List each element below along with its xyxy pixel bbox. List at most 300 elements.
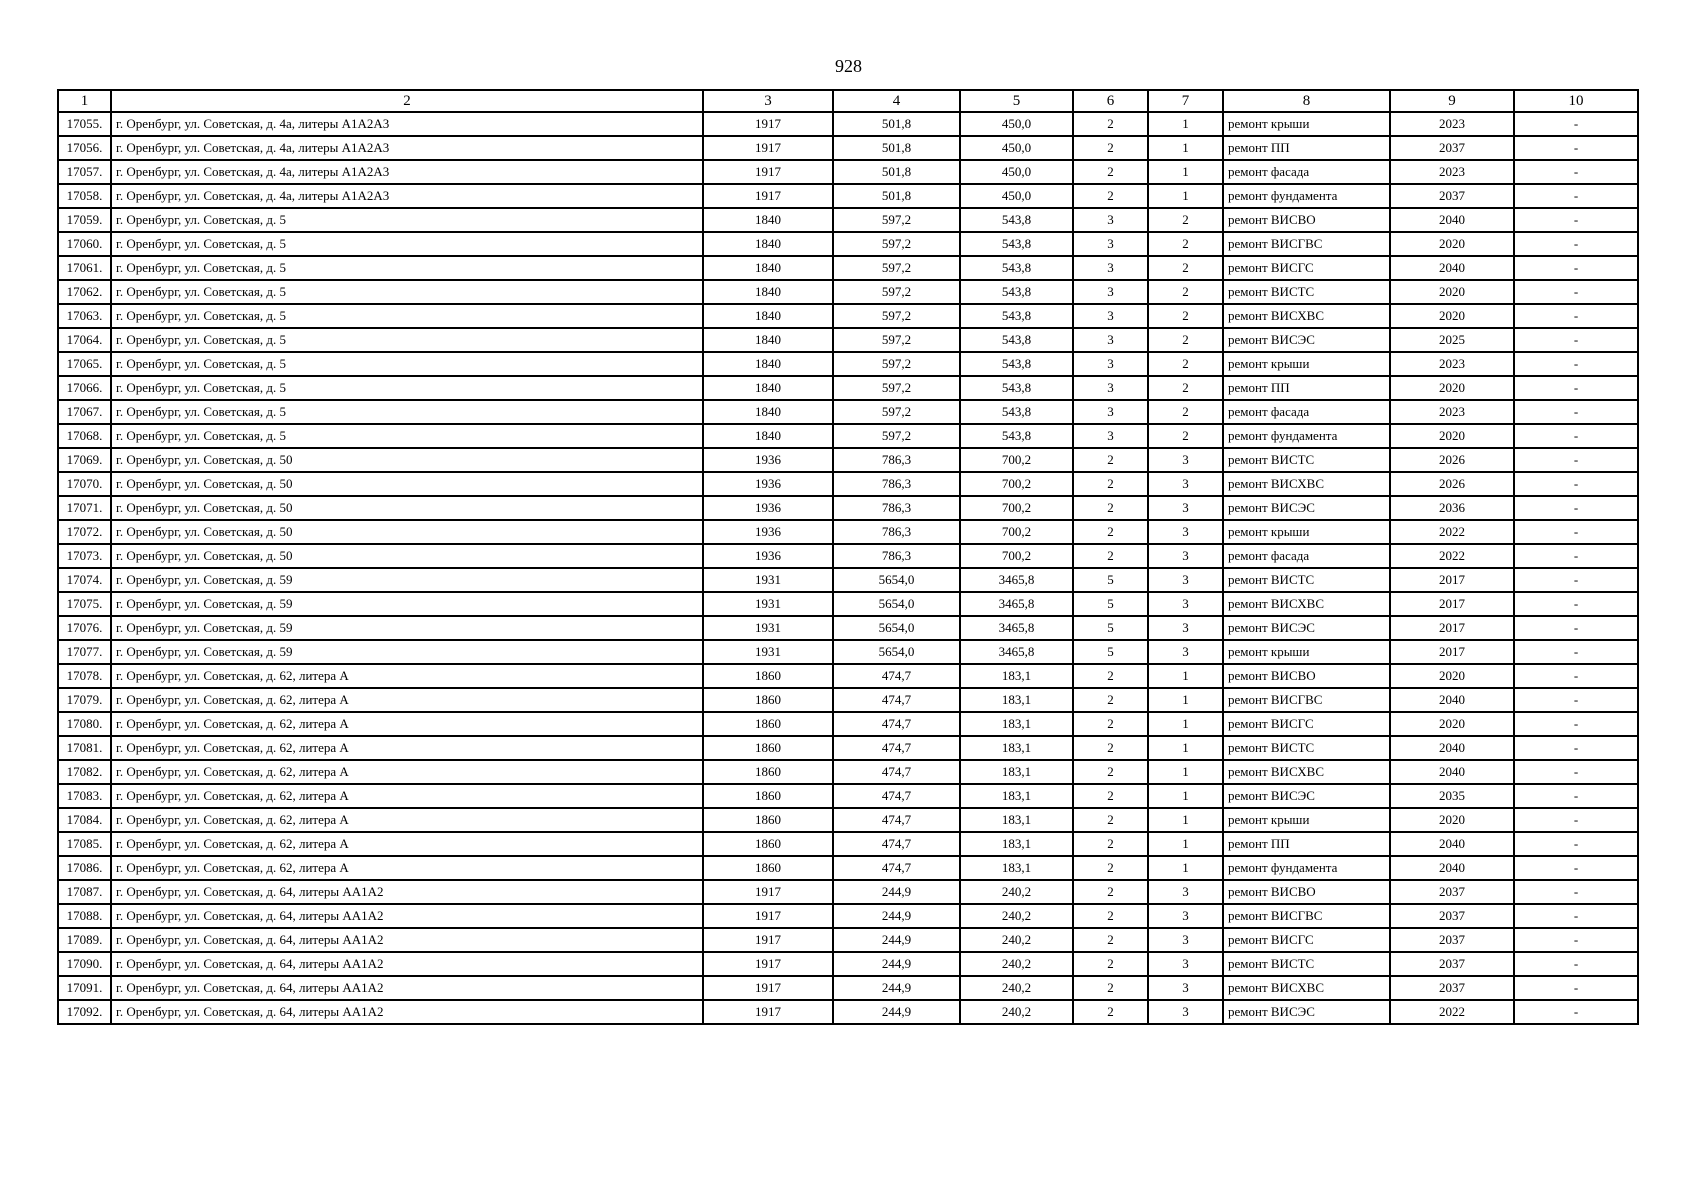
cell-planned-year: 2023 (1390, 400, 1514, 424)
column-header-3: 3 (703, 90, 833, 112)
cell-note: - (1514, 904, 1638, 928)
cell-work-type: ремонт ВИСВО (1223, 880, 1390, 904)
cell-year-built: 1917 (703, 136, 833, 160)
cell-total-area: 597,2 (833, 328, 960, 352)
cell-note: - (1514, 760, 1638, 784)
cell-work-type: ремонт фасада (1223, 160, 1390, 184)
cell-entrances: 2 (1148, 376, 1223, 400)
cell-total-area: 597,2 (833, 304, 960, 328)
cell-note: - (1514, 640, 1638, 664)
table-row (58, 616, 1638, 640)
cell-row-number: 17076. (58, 616, 111, 640)
cell-year-built: 1860 (703, 664, 833, 688)
table-row (58, 1000, 1638, 1024)
cell-address: г. Оренбург, ул. Советская, д. 62, литера А (111, 784, 703, 808)
cell-row-number: 17064. (58, 328, 111, 352)
cell-living-area: 183,1 (960, 712, 1073, 736)
table-row (58, 232, 1638, 256)
cell-year-built: 1840 (703, 256, 833, 280)
cell-floors: 3 (1073, 400, 1148, 424)
cell-address: г. Оренбург, ул. Советская, д. 5 (111, 400, 703, 424)
cell-year-built: 1936 (703, 472, 833, 496)
cell-work-type: ремонт крыши (1223, 520, 1390, 544)
cell-year-built: 1931 (703, 616, 833, 640)
cell-note: - (1514, 160, 1638, 184)
cell-floors: 3 (1073, 208, 1148, 232)
cell-planned-year: 2017 (1390, 616, 1514, 640)
cell-address: г. Оренбург, ул. Советская, д. 62, литера А (111, 832, 703, 856)
cell-planned-year: 2025 (1390, 328, 1514, 352)
cell-year-built: 1840 (703, 376, 833, 400)
cell-total-area: 5654,0 (833, 592, 960, 616)
cell-address: г. Оренбург, ул. Советская, д. 64, литеры АА1А2 (111, 1000, 703, 1024)
column-header-7: 7 (1148, 90, 1223, 112)
cell-year-built: 1936 (703, 520, 833, 544)
cell-living-area: 543,8 (960, 304, 1073, 328)
cell-row-number: 17078. (58, 664, 111, 688)
column-header-2: 2 (111, 90, 703, 112)
cell-address: г. Оренбург, ул. Советская, д. 5 (111, 352, 703, 376)
cell-row-number: 17090. (58, 952, 111, 976)
cell-entrances: 2 (1148, 304, 1223, 328)
cell-work-type: ремонт ВИСГВС (1223, 688, 1390, 712)
cell-address: г. Оренбург, ул. Советская, д. 4а, литеры А1А2А3 (111, 184, 703, 208)
cell-living-area: 543,8 (960, 400, 1073, 424)
cell-address: г. Оренбург, ул. Советская, д. 64, литеры АА1А2 (111, 952, 703, 976)
cell-floors: 5 (1073, 616, 1148, 640)
table-row (58, 328, 1638, 352)
cell-work-type: ремонт ВИСГС (1223, 256, 1390, 280)
cell-row-number: 17085. (58, 832, 111, 856)
table-row (58, 808, 1638, 832)
cell-row-number: 17071. (58, 496, 111, 520)
cell-planned-year: 2017 (1390, 568, 1514, 592)
cell-planned-year: 2040 (1390, 856, 1514, 880)
cell-year-built: 1840 (703, 400, 833, 424)
cell-entrances: 1 (1148, 808, 1223, 832)
cell-note: - (1514, 256, 1638, 280)
cell-floors: 5 (1073, 640, 1148, 664)
cell-floors: 3 (1073, 256, 1148, 280)
cell-address: г. Оренбург, ул. Советская, д. 5 (111, 304, 703, 328)
cell-entrances: 2 (1148, 352, 1223, 376)
cell-total-area: 244,9 (833, 976, 960, 1000)
cell-note: - (1514, 856, 1638, 880)
cell-floors: 3 (1073, 328, 1148, 352)
cell-floors: 2 (1073, 472, 1148, 496)
cell-entrances: 3 (1148, 1000, 1223, 1024)
cell-year-built: 1917 (703, 160, 833, 184)
cell-note: - (1514, 712, 1638, 736)
cell-living-area: 543,8 (960, 376, 1073, 400)
cell-planned-year: 2040 (1390, 208, 1514, 232)
cell-address: г. Оренбург, ул. Советская, д. 5 (111, 280, 703, 304)
cell-note: - (1514, 352, 1638, 376)
table-row (58, 184, 1638, 208)
cell-living-area: 543,8 (960, 280, 1073, 304)
cell-address: г. Оренбург, ул. Советская, д. 62, литера А (111, 688, 703, 712)
cell-total-area: 597,2 (833, 352, 960, 376)
cell-address: г. Оренбург, ул. Советская, д. 50 (111, 472, 703, 496)
cell-living-area: 450,0 (960, 136, 1073, 160)
cell-row-number: 17089. (58, 928, 111, 952)
cell-address: г. Оренбург, ул. Советская, д. 64, литеры АА1А2 (111, 904, 703, 928)
cell-address: г. Оренбург, ул. Советская, д. 62, литера А (111, 736, 703, 760)
cell-work-type: ремонт крыши (1223, 640, 1390, 664)
cell-entrances: 1 (1148, 112, 1223, 136)
cell-floors: 3 (1073, 232, 1148, 256)
cell-planned-year: 2017 (1390, 592, 1514, 616)
table-row (58, 640, 1638, 664)
cell-entrances: 1 (1148, 136, 1223, 160)
table-row (58, 280, 1638, 304)
cell-total-area: 5654,0 (833, 640, 960, 664)
cell-address: г. Оренбург, ул. Советская, д. 5 (111, 376, 703, 400)
cell-year-built: 1917 (703, 904, 833, 928)
cell-address: г. Оренбург, ул. Советская, д. 62, литера А (111, 712, 703, 736)
cell-entrances: 3 (1148, 592, 1223, 616)
table-row (58, 544, 1638, 568)
cell-entrances: 3 (1148, 544, 1223, 568)
cell-floors: 2 (1073, 880, 1148, 904)
cell-total-area: 597,2 (833, 280, 960, 304)
cell-total-area: 786,3 (833, 496, 960, 520)
table-row (58, 736, 1638, 760)
cell-entrances: 3 (1148, 880, 1223, 904)
column-header-10: 10 (1514, 90, 1638, 112)
cell-planned-year: 2020 (1390, 376, 1514, 400)
cell-planned-year: 2020 (1390, 424, 1514, 448)
cell-planned-year: 2022 (1390, 1000, 1514, 1024)
cell-work-type: ремонт ВИСХВС (1223, 592, 1390, 616)
table-row (58, 952, 1638, 976)
cell-living-area: 183,1 (960, 832, 1073, 856)
cell-planned-year: 2026 (1390, 472, 1514, 496)
cell-row-number: 17072. (58, 520, 111, 544)
cell-address: г. Оренбург, ул. Советская, д. 5 (111, 328, 703, 352)
cell-entrances: 1 (1148, 688, 1223, 712)
table-row (58, 592, 1638, 616)
cell-entrances: 2 (1148, 328, 1223, 352)
cell-year-built: 1860 (703, 688, 833, 712)
cell-note: - (1514, 208, 1638, 232)
table-row (58, 136, 1638, 160)
cell-floors: 2 (1073, 664, 1148, 688)
table-row (58, 424, 1638, 448)
cell-total-area: 597,2 (833, 208, 960, 232)
cell-row-number: 17065. (58, 352, 111, 376)
cell-planned-year: 2020 (1390, 664, 1514, 688)
cell-address: г. Оренбург, ул. Советская, д. 5 (111, 232, 703, 256)
cell-total-area: 597,2 (833, 424, 960, 448)
cell-total-area: 597,2 (833, 400, 960, 424)
cell-work-type: ремонт ВИСХВС (1223, 976, 1390, 1000)
cell-living-area: 240,2 (960, 952, 1073, 976)
cell-entrances: 3 (1148, 448, 1223, 472)
cell-year-built: 1917 (703, 976, 833, 1000)
cell-total-area: 597,2 (833, 232, 960, 256)
cell-floors: 3 (1073, 280, 1148, 304)
cell-address: г. Оренбург, ул. Советская, д. 50 (111, 544, 703, 568)
cell-work-type: ремонт ВИСГС (1223, 928, 1390, 952)
cell-living-area: 183,1 (960, 688, 1073, 712)
cell-living-area: 700,2 (960, 496, 1073, 520)
cell-note: - (1514, 472, 1638, 496)
cell-floors: 2 (1073, 688, 1148, 712)
table-row (58, 520, 1638, 544)
cell-note: - (1514, 832, 1638, 856)
cell-work-type: ремонт ВИСТС (1223, 568, 1390, 592)
table-row (58, 568, 1638, 592)
cell-total-area: 474,7 (833, 664, 960, 688)
cell-row-number: 17088. (58, 904, 111, 928)
cell-work-type: ремонт ВИСЭС (1223, 616, 1390, 640)
cell-living-area: 240,2 (960, 904, 1073, 928)
table-row (58, 304, 1638, 328)
cell-year-built: 1860 (703, 784, 833, 808)
cell-year-built: 1936 (703, 544, 833, 568)
cell-note: - (1514, 568, 1638, 592)
cell-total-area: 501,8 (833, 160, 960, 184)
cell-address: г. Оренбург, ул. Советская, д. 5 (111, 424, 703, 448)
table-row (58, 688, 1638, 712)
cell-living-area: 450,0 (960, 160, 1073, 184)
cell-note: - (1514, 448, 1638, 472)
cell-year-built: 1931 (703, 568, 833, 592)
cell-address: г. Оренбург, ул. Советская, д. 59 (111, 592, 703, 616)
cell-entrances: 1 (1148, 832, 1223, 856)
cell-row-number: 17092. (58, 1000, 111, 1024)
cell-living-area: 3465,8 (960, 568, 1073, 592)
cell-year-built: 1917 (703, 1000, 833, 1024)
cell-planned-year: 2017 (1390, 640, 1514, 664)
cell-total-area: 244,9 (833, 904, 960, 928)
cell-year-built: 1840 (703, 424, 833, 448)
cell-work-type: ремонт ВИСТС (1223, 736, 1390, 760)
cell-row-number: 17068. (58, 424, 111, 448)
cell-planned-year: 2037 (1390, 952, 1514, 976)
cell-living-area: 543,8 (960, 328, 1073, 352)
cell-entrances: 2 (1148, 232, 1223, 256)
cell-work-type: ремонт крыши (1223, 352, 1390, 376)
cell-living-area: 183,1 (960, 736, 1073, 760)
cell-entrances: 2 (1148, 424, 1223, 448)
cell-total-area: 474,7 (833, 856, 960, 880)
cell-work-type: ремонт ВИСЭС (1223, 1000, 1390, 1024)
cell-floors: 3 (1073, 352, 1148, 376)
cell-note: - (1514, 184, 1638, 208)
cell-row-number: 17059. (58, 208, 111, 232)
cell-row-number: 17082. (58, 760, 111, 784)
cell-floors: 2 (1073, 184, 1148, 208)
table-header (58, 90, 1638, 112)
cell-total-area: 5654,0 (833, 616, 960, 640)
cell-work-type: ремонт ВИСЭС (1223, 496, 1390, 520)
cell-planned-year: 2023 (1390, 352, 1514, 376)
cell-note: - (1514, 784, 1638, 808)
cell-floors: 2 (1073, 760, 1148, 784)
cell-year-built: 1931 (703, 592, 833, 616)
cell-entrances: 3 (1148, 616, 1223, 640)
cell-work-type: ремонт фасада (1223, 400, 1390, 424)
cell-entrances: 1 (1148, 160, 1223, 184)
column-header-4: 4 (833, 90, 960, 112)
cell-total-area: 786,3 (833, 472, 960, 496)
cell-note: - (1514, 232, 1638, 256)
cell-floors: 2 (1073, 784, 1148, 808)
cell-note: - (1514, 736, 1638, 760)
cell-year-built: 1860 (703, 736, 833, 760)
cell-floors: 3 (1073, 304, 1148, 328)
table-row (58, 904, 1638, 928)
cell-row-number: 17057. (58, 160, 111, 184)
cell-address: г. Оренбург, ул. Советская, д. 64, литеры АА1А2 (111, 928, 703, 952)
table-row (58, 976, 1638, 1000)
cell-entrances: 3 (1148, 472, 1223, 496)
cell-address: г. Оренбург, ул. Советская, д. 50 (111, 520, 703, 544)
cell-planned-year: 2037 (1390, 184, 1514, 208)
cell-work-type: ремонт фасада (1223, 544, 1390, 568)
cell-entrances: 3 (1148, 640, 1223, 664)
cell-work-type: ремонт ВИСХВС (1223, 760, 1390, 784)
cell-planned-year: 2037 (1390, 904, 1514, 928)
cell-living-area: 543,8 (960, 352, 1073, 376)
cell-address: г. Оренбург, ул. Советская, д. 62, литера А (111, 856, 703, 880)
cell-work-type: ремонт ВИСВО (1223, 208, 1390, 232)
cell-total-area: 597,2 (833, 376, 960, 400)
cell-total-area: 474,7 (833, 712, 960, 736)
cell-living-area: 183,1 (960, 760, 1073, 784)
cell-living-area: 450,0 (960, 184, 1073, 208)
table-row (58, 760, 1638, 784)
cell-living-area: 3465,8 (960, 616, 1073, 640)
cell-living-area: 450,0 (960, 112, 1073, 136)
cell-year-built: 1860 (703, 856, 833, 880)
cell-total-area: 501,8 (833, 136, 960, 160)
cell-note: - (1514, 136, 1638, 160)
cell-entrances: 3 (1148, 568, 1223, 592)
cell-year-built: 1936 (703, 496, 833, 520)
cell-floors: 2 (1073, 952, 1148, 976)
cell-year-built: 1917 (703, 880, 833, 904)
cell-note: - (1514, 376, 1638, 400)
cell-living-area: 183,1 (960, 784, 1073, 808)
cell-row-number: 17075. (58, 592, 111, 616)
cell-floors: 2 (1073, 1000, 1148, 1024)
cell-year-built: 1860 (703, 760, 833, 784)
cell-living-area: 700,2 (960, 544, 1073, 568)
cell-year-built: 1840 (703, 280, 833, 304)
cell-entrances: 3 (1148, 976, 1223, 1000)
cell-year-built: 1917 (703, 952, 833, 976)
cell-planned-year: 2040 (1390, 736, 1514, 760)
cell-row-number: 17060. (58, 232, 111, 256)
cell-entrances: 3 (1148, 496, 1223, 520)
cell-planned-year: 2040 (1390, 832, 1514, 856)
table-body (58, 112, 1638, 1024)
cell-row-number: 17055. (58, 112, 111, 136)
cell-planned-year: 2022 (1390, 544, 1514, 568)
cell-year-built: 1840 (703, 208, 833, 232)
cell-total-area: 5654,0 (833, 568, 960, 592)
cell-total-area: 474,7 (833, 736, 960, 760)
cell-living-area: 183,1 (960, 664, 1073, 688)
cell-total-area: 474,7 (833, 688, 960, 712)
cell-planned-year: 2037 (1390, 976, 1514, 1000)
cell-entrances: 2 (1148, 256, 1223, 280)
cell-address: г. Оренбург, ул. Советская, д. 4а, литеры А1А2А3 (111, 112, 703, 136)
cell-work-type: ремонт ВИСТС (1223, 952, 1390, 976)
cell-work-type: ремонт ВИСТС (1223, 448, 1390, 472)
cell-work-type: ремонт крыши (1223, 112, 1390, 136)
table-row (58, 400, 1638, 424)
column-header-1: 1 (58, 90, 111, 112)
table-row (58, 160, 1638, 184)
cell-note: - (1514, 880, 1638, 904)
cell-work-type: ремонт фундамента (1223, 424, 1390, 448)
cell-row-number: 17080. (58, 712, 111, 736)
cell-note: - (1514, 1000, 1638, 1024)
column-header-9: 9 (1390, 90, 1514, 112)
cell-address: г. Оренбург, ул. Советская, д. 4а, литеры А1А2А3 (111, 160, 703, 184)
cell-floors: 2 (1073, 136, 1148, 160)
cell-row-number: 17056. (58, 136, 111, 160)
cell-row-number: 17073. (58, 544, 111, 568)
cell-work-type: ремонт ВИСГВС (1223, 232, 1390, 256)
cell-total-area: 501,8 (833, 184, 960, 208)
cell-row-number: 17074. (58, 568, 111, 592)
table-row (58, 376, 1638, 400)
header-row (58, 90, 1638, 112)
cell-planned-year: 2035 (1390, 784, 1514, 808)
cell-planned-year: 2020 (1390, 808, 1514, 832)
cell-note: - (1514, 328, 1638, 352)
cell-living-area: 543,8 (960, 256, 1073, 280)
cell-floors: 2 (1073, 736, 1148, 760)
cell-note: - (1514, 496, 1638, 520)
cell-planned-year: 2020 (1390, 712, 1514, 736)
cell-work-type: ремонт ВИСХВС (1223, 472, 1390, 496)
table-row (58, 856, 1638, 880)
cell-total-area: 474,7 (833, 808, 960, 832)
cell-total-area: 244,9 (833, 1000, 960, 1024)
cell-entrances: 3 (1148, 928, 1223, 952)
cell-floors: 3 (1073, 376, 1148, 400)
cell-total-area: 244,9 (833, 880, 960, 904)
table-row (58, 352, 1638, 376)
cell-year-built: 1840 (703, 352, 833, 376)
cell-work-type: ремонт ВИСВО (1223, 664, 1390, 688)
cell-living-area: 240,2 (960, 880, 1073, 904)
table-row (58, 448, 1638, 472)
cell-row-number: 17058. (58, 184, 111, 208)
cell-living-area: 700,2 (960, 520, 1073, 544)
cell-total-area: 786,3 (833, 448, 960, 472)
cell-address: г. Оренбург, ул. Советская, д. 62, литера А (111, 808, 703, 832)
page-number: 928 (835, 56, 862, 76)
cell-planned-year: 2040 (1390, 256, 1514, 280)
cell-planned-year: 2023 (1390, 112, 1514, 136)
cell-note: - (1514, 688, 1638, 712)
cell-floors: 2 (1073, 712, 1148, 736)
cell-work-type: ремонт ВИСХВС (1223, 304, 1390, 328)
cell-note: - (1514, 808, 1638, 832)
table-row (58, 928, 1638, 952)
cell-note: - (1514, 280, 1638, 304)
cell-row-number: 17062. (58, 280, 111, 304)
cell-total-area: 474,7 (833, 784, 960, 808)
cell-work-type: ремонт ВИСГВС (1223, 904, 1390, 928)
